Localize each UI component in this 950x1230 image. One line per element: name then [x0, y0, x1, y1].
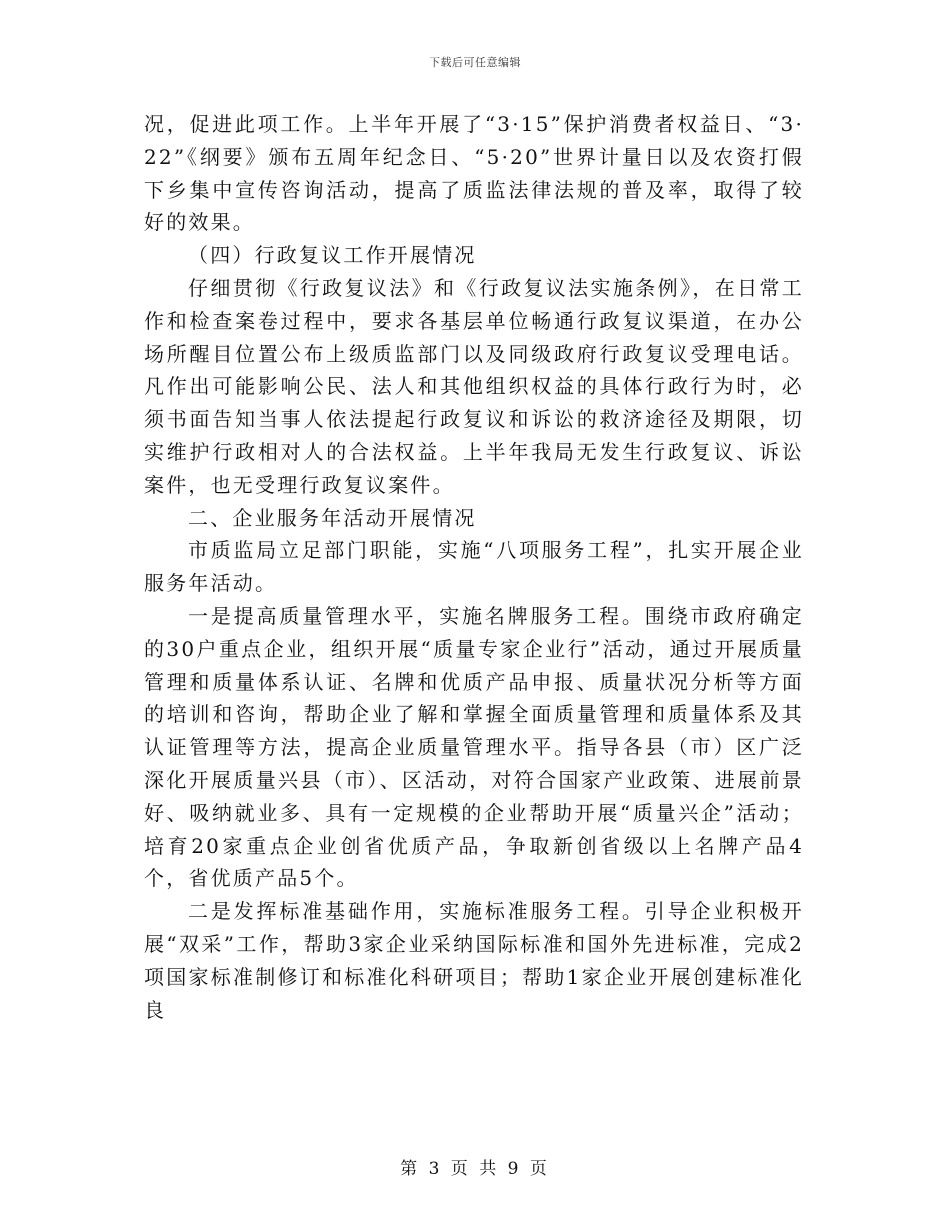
- header-note: 下载后可任意编辑: [429, 56, 521, 69]
- paragraph-1: 况，促进此项工作。上半年开展了“3·15”保护消费者权益日、“3·22”《纲要》颁布五周年纪念日、“5·20”世界计量日以及农资打假下乡集中宣传咨询活动，提高了质监法律法规的普及率，取得了较好的效果。: [144, 112, 804, 235]
- paragraph-7: 二是发挥标准基础作用，实施标准服务工程。引导企业积极开展“双采”工作，帮助3家企业采纳国际标准和国外先进标准，完成2项国家标准制修订和标准化科研项目；帮助1家企业开展创建标准化良: [144, 899, 804, 1022]
- section-heading-administrative-review: （四）行政复议工作开展情况: [188, 243, 477, 268]
- page-number-footer: 第 3 页 共 9 页: [400, 1159, 550, 1179]
- paragraph-3: 仔细贯彻《行政复议法》和《行政复议法实施条例》，在日常工作和检查案卷过程中，要求各基层单位畅通行政复议渠道，在办公场所醒目位置公布上级质监部门以及同级政府行政复议受理电话。凡作出可能影响公民、法人和其他组织权益的具体行政行为时，必须书面告知当事人依法提起行政复议和诉讼的救济途径及期限，切实维护行政相对人的合法权益。上半年我局无发生行政复议、诉讼案件，也无受理行政复议案件。: [144, 275, 804, 497]
- section-heading-enterprise-service: 二、企业服务年活动开展情况: [188, 505, 477, 530]
- paragraph-6: 一是提高质量管理水平，实施名牌服务工程。围绕市政府确定的30户重点企业，组织开展“质量专家企业行”活动，通过开展质量管理和质量体系认证、名牌和优质产品申报、质量状况分析等方面的培训和咨询，帮助企业了解和掌握全面质量管理和质量体系及其认证管理等方法，提高企业质量管理水平。指导各县（市）区广泛深化开展质量兴县（市）、区活动，对符合国家产业政策、进展前景好、吸纳就业多、具有一定规模的企业帮助开展“质量兴企”活动；培育20家重点企业创省优质产品，争取新创省级以上名牌产品4个，省优质产品5个。: [144, 603, 804, 891]
- paragraph-5: 市质监局立足部门职能，实施“八项服务工程”，扎实开展企业服务年活动。: [144, 538, 804, 596]
- document-body: [144, 108, 804, 1026]
